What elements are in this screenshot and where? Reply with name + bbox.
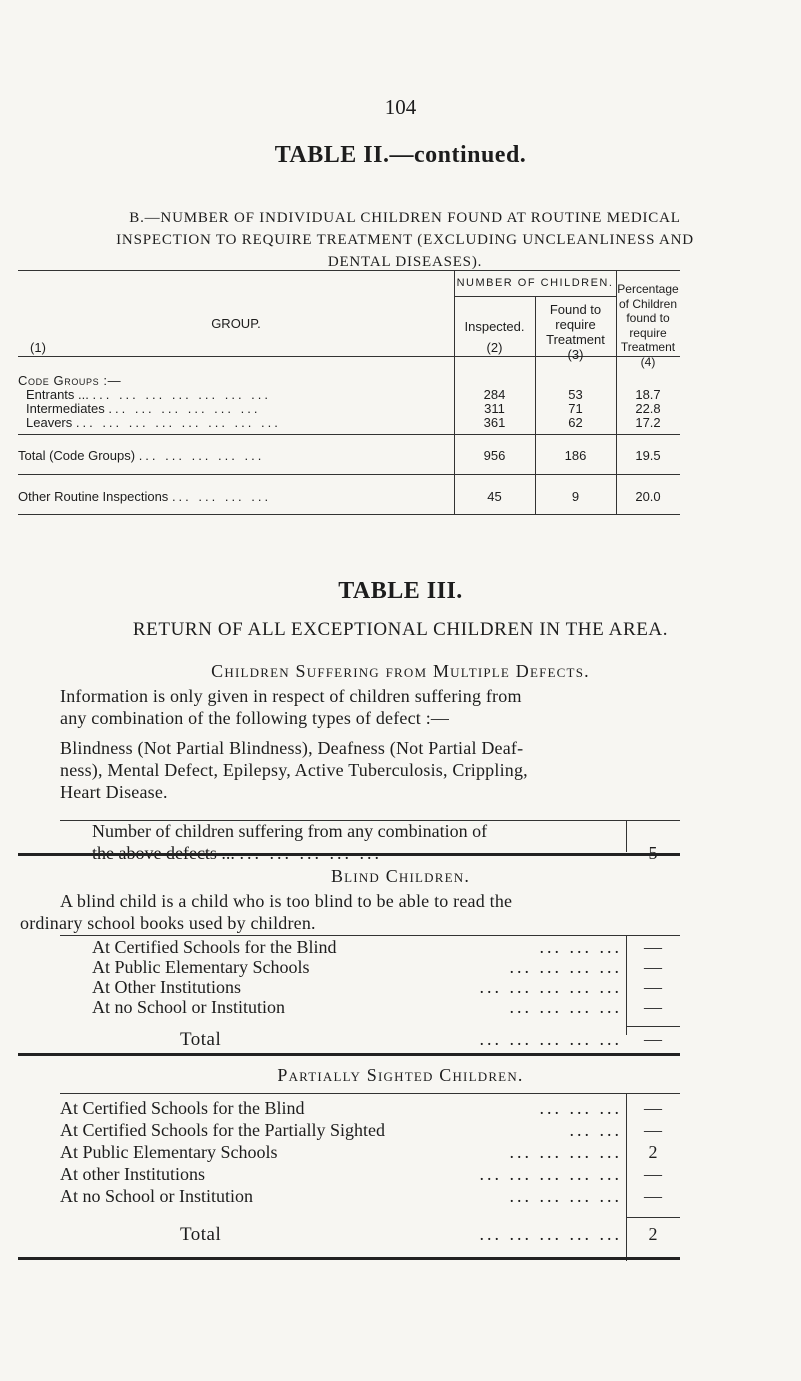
table-ii-description-line: INSPECTION TO REQUIRE TREATMENT (EXCLUDING UNCLEANLINESS AND xyxy=(116,232,694,248)
table-ii-description-line: DENTAL DISEASES). xyxy=(327,254,483,270)
found-value: 9 xyxy=(571,489,580,504)
table-rule xyxy=(18,1257,680,1260)
table-rule xyxy=(18,474,680,475)
number-of-children-header: NUMBER OF CHILDREN. xyxy=(456,277,614,289)
paragraph-line: Blindness (Not Partial Blindness), Deafness (Not Partial Deaf- xyxy=(60,738,524,758)
paragraph-line: A blind child is a child who is too blind to be able to read the xyxy=(60,891,513,911)
leader-dots: ... ... ... xyxy=(539,1098,622,1118)
leader-dots: ... ... ... ... xyxy=(509,1142,622,1162)
paragraph-line: ordinary school books used by children. xyxy=(20,913,316,933)
found-header-line: require xyxy=(555,317,596,332)
row-value: — xyxy=(644,957,662,977)
found-header-number: (3) xyxy=(567,347,584,362)
row-value: — xyxy=(644,1120,662,1140)
leader-dots: ... ... ... ... ... ... ... ... xyxy=(75,415,281,430)
inspected-value: 284 xyxy=(483,387,506,402)
row-label: At Public Elementary Schools xyxy=(60,1142,278,1162)
table-rule xyxy=(18,434,680,435)
inspected-header-number: (2) xyxy=(486,340,503,355)
leader-dots: ... ... ... ... ... ... xyxy=(108,401,261,416)
row-value: — xyxy=(644,1164,662,1184)
inspected-header: Inspected. xyxy=(464,319,525,334)
percentage-header-line: Treatment xyxy=(620,340,676,354)
partially-sighted-heading: Partially Sighted Children. xyxy=(277,1065,524,1085)
paragraph-line: any combination of the following types of defect :— xyxy=(60,708,450,728)
paragraph-line: Heart Disease. xyxy=(60,782,168,802)
found-value: 53 xyxy=(568,387,583,402)
partial-total-row xyxy=(180,1223,622,1246)
found-header-line: Found to xyxy=(549,302,602,317)
row-label: Number of children suffering from any combination of xyxy=(92,821,488,841)
leader-dots: ... ... ... ... xyxy=(171,489,272,504)
table-ii-description xyxy=(60,207,750,273)
percentage-header-line: of Children xyxy=(618,296,678,311)
percentage-header-line: require xyxy=(629,325,667,340)
leader-dots: ... ... ... ... ... xyxy=(479,977,622,997)
table-rule xyxy=(18,853,680,856)
row-value: — xyxy=(644,977,662,997)
leader-dots: ... ... ... ... ... xyxy=(479,1224,622,1244)
found-header-line: Treatment xyxy=(546,332,605,347)
row-label: Total (Code Groups) xyxy=(18,448,136,463)
paragraph-line: Information is only given in respect of children suffering from xyxy=(60,686,522,706)
row-label: At Other Institutions xyxy=(92,977,241,997)
row-label: Total xyxy=(180,1029,222,1050)
table-row xyxy=(92,956,622,978)
table-row xyxy=(60,1119,622,1141)
table-ii-title: TABLE II.—continued. xyxy=(274,142,527,168)
table-row xyxy=(60,1141,622,1163)
leader-dots: ... ... xyxy=(569,1120,622,1140)
table-row xyxy=(60,1185,622,1207)
table-row xyxy=(26,401,454,416)
row-label: Entrants ... xyxy=(26,387,89,402)
percentage-header-number: (4) xyxy=(640,354,656,369)
row-label: Total xyxy=(180,1224,222,1245)
group-header-number: (1) xyxy=(30,340,46,355)
row-label: Leavers xyxy=(26,415,73,430)
row-value: — xyxy=(644,997,662,1017)
table-row xyxy=(26,387,454,402)
blind-children-heading: Blind Children. xyxy=(330,866,471,886)
table-row xyxy=(92,976,622,998)
percentage-value: 22.8 xyxy=(635,401,661,416)
total-value: — xyxy=(644,1029,662,1049)
table-rule xyxy=(626,1217,680,1218)
table-row xyxy=(18,489,454,504)
row-label: At Certified Schools for the Partially Sighted xyxy=(60,1120,385,1140)
row-value: — xyxy=(644,937,662,957)
row-label: At Public Elementary Schools xyxy=(92,957,310,977)
row-label: At other Institutions xyxy=(60,1164,205,1184)
table-row xyxy=(92,936,622,958)
leader-dots: ... ... ... ... xyxy=(509,1186,622,1206)
leader-dots: ... ... ... ... xyxy=(509,997,622,1017)
table-row xyxy=(18,448,454,463)
percentage-header xyxy=(616,282,680,369)
leader-dots: ... ... ... xyxy=(539,937,622,957)
inspected-value: 361 xyxy=(483,415,506,430)
leader-dots: ... ... ... ... ... xyxy=(138,448,265,463)
page-number: 104 xyxy=(384,95,417,119)
table-row xyxy=(26,415,454,430)
table-ii xyxy=(18,270,680,515)
found-value: 71 xyxy=(568,401,583,416)
found-value: 62 xyxy=(568,415,583,430)
info-paragraph xyxy=(60,685,680,729)
percentage-header-line: found to xyxy=(626,311,670,325)
code-groups-label: Code Groups :— xyxy=(18,373,122,388)
table-rule xyxy=(18,514,680,515)
defect-types-paragraph xyxy=(60,737,680,803)
leader-dots: ... ... ... ... ... xyxy=(479,1164,622,1184)
paragraph-line: ness), Mental Defect, Epilepsy, Active Tuberculosis, Crippling, xyxy=(60,760,528,780)
percentage-value: 18.7 xyxy=(635,387,661,402)
row-label: At no School or Institution xyxy=(60,1186,253,1206)
row-label: Intermediates xyxy=(26,401,105,416)
row-label: At no School or Institution xyxy=(92,997,285,1017)
percentage-value: 20.0 xyxy=(635,489,661,504)
table-row xyxy=(60,1163,622,1185)
found-value: 186 xyxy=(564,448,587,463)
table-rule xyxy=(18,1053,680,1056)
row-value: 2 xyxy=(648,1142,658,1162)
table-iii-subtitle: RETURN OF ALL EXCEPTIONAL CHILDREN IN THE AREA. xyxy=(132,619,669,640)
row-label: Other Routine Inspections xyxy=(18,489,169,504)
found-header xyxy=(535,302,616,362)
table-iii-title: TABLE III. xyxy=(338,578,463,604)
row-label: At Certified Schools for the Blind xyxy=(92,937,337,957)
table-rule xyxy=(18,270,680,271)
inspected-value: 311 xyxy=(484,401,505,416)
table-rule xyxy=(60,1093,680,1094)
leader-dots: ... ... ... ... ... xyxy=(479,1029,622,1049)
multiple-defects-heading: Children Suffering from Multiple Defects. xyxy=(211,661,590,681)
row-label: At Certified Schools for the Blind xyxy=(60,1098,305,1118)
blind-total-row xyxy=(180,1028,622,1051)
table-row xyxy=(92,996,622,1018)
table-row xyxy=(60,1097,622,1119)
percentage-header-line: Percentage xyxy=(617,282,679,296)
row-value: — xyxy=(644,1098,662,1118)
total-value: 2 xyxy=(648,1224,658,1244)
table-rule xyxy=(626,1026,680,1027)
percentage-value: 17.2 xyxy=(635,415,661,430)
percentage-value: 19.5 xyxy=(635,448,661,463)
multiple-defects-row xyxy=(92,820,622,864)
row-value: — xyxy=(644,1186,662,1206)
blind-definition xyxy=(20,890,680,934)
group-header: GROUP. xyxy=(211,316,261,331)
leader-dots: ... ... ... ... xyxy=(509,957,622,977)
table-ii-description-line: B.—NUMBER OF INDIVIDUAL CHILDREN FOUND AT ROUTINE MEDICAL xyxy=(129,210,681,226)
inspected-value: 45 xyxy=(487,489,502,504)
leader-dots: ... ... ... ... ... ... ... xyxy=(92,387,272,402)
inspected-value: 956 xyxy=(483,448,506,463)
